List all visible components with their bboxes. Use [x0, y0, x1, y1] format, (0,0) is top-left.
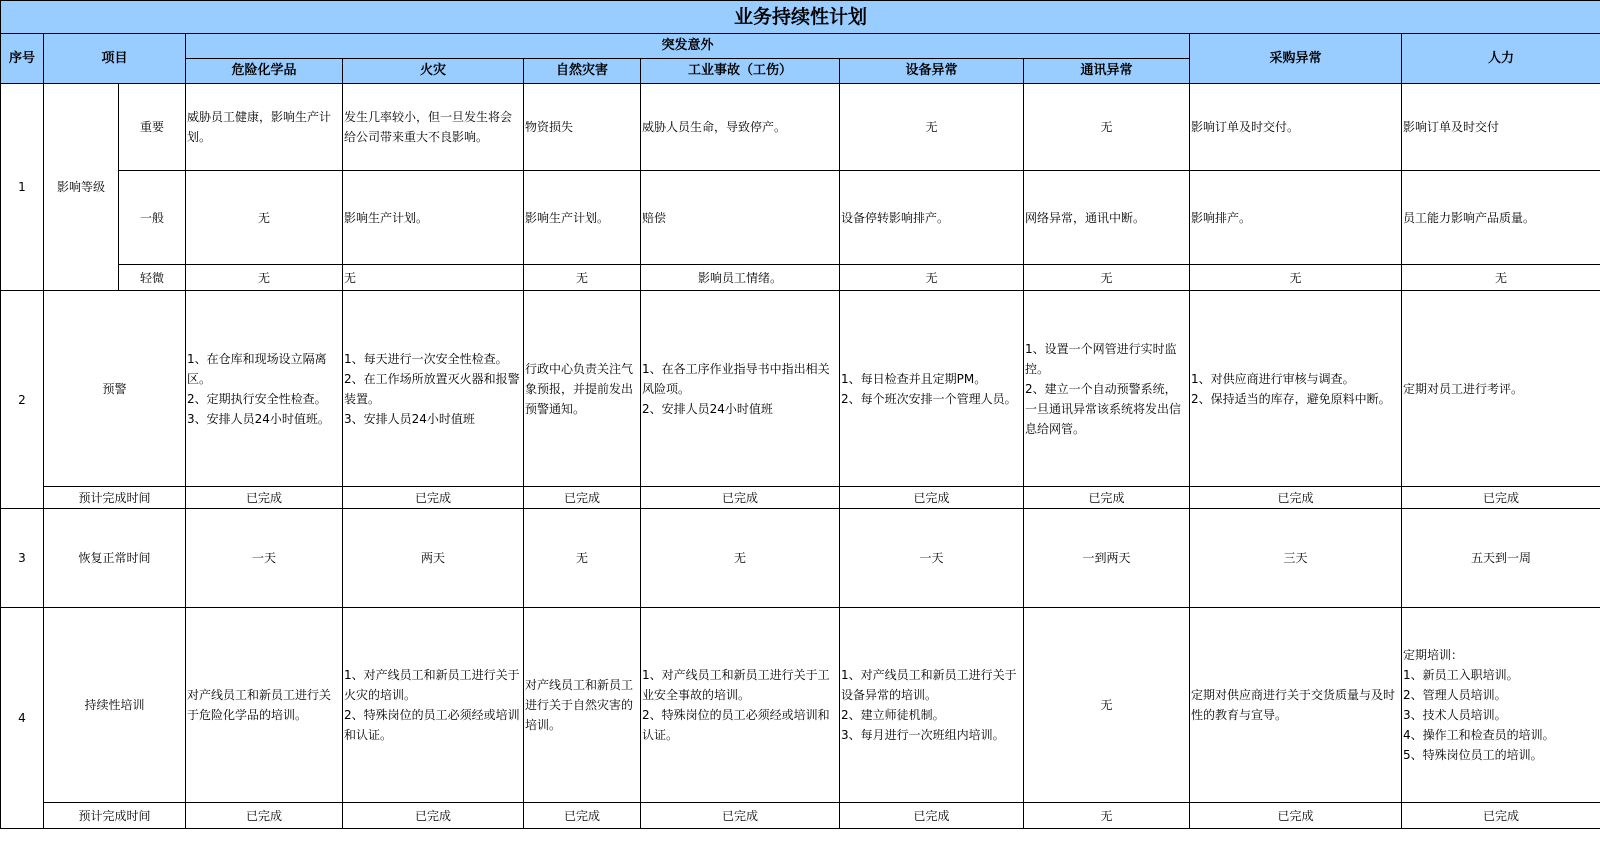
- cell: 影响员工情绪。: [641, 265, 840, 291]
- eta-cell: 已完成: [1024, 487, 1190, 509]
- cell: 影响排产。: [1190, 171, 1402, 265]
- section-1-no: 1: [1, 84, 44, 291]
- cell: 定期培训： 1、新员工入职培训。 2、管理人员培训。 3、技术人员培训。 4、操作工和检查员的培训。 5、特殊岗位员工的培训。: [1402, 608, 1600, 803]
- eta-cell: 已完成: [186, 803, 343, 829]
- cell: 1、在仓库和现场设立隔离区。 2、定期执行安全性检查。 3、安排人员24小时值班。: [186, 291, 343, 487]
- cell: 无: [1024, 265, 1190, 291]
- header-communication: 通讯异常: [1024, 59, 1190, 84]
- header-seq: 序号: [1, 34, 44, 84]
- section-1-label: 影响等级: [44, 84, 119, 291]
- cell: 影响生产计划。: [524, 171, 641, 265]
- cell: 设备停转影响排产。: [840, 171, 1024, 265]
- cell: 影响生产计划。: [343, 171, 524, 265]
- cell: 无: [840, 265, 1024, 291]
- cell: 1、每天进行一次安全性检查。 2、在工作场所放置灭火器和报警装置。 3、安排人员24小时值班: [343, 291, 524, 487]
- header-chemicals: 危险化学品: [186, 59, 343, 84]
- header-equipment: 设备异常: [840, 59, 1024, 84]
- eta-cell: 已完成: [641, 487, 840, 509]
- eta-cell: 已完成: [343, 487, 524, 509]
- cell: 一到两天: [1024, 509, 1190, 608]
- cell: 1、对供应商进行审核与调查。 2、保持适当的库存，避免原料中断。: [1190, 291, 1402, 487]
- sheet-title: 业务持续性计划: [1, 1, 1600, 34]
- cell: 行政中心负责关注气象预报，并提前发出预警通知。: [524, 291, 641, 487]
- section-4-eta-label: 预计完成时间: [44, 803, 186, 829]
- cell: 三天: [1190, 509, 1402, 608]
- cell: 1、设置一个网管进行实时监控。 2、建立一个自动预警系统，一旦通讯异常该系统将发出信息给网管。: [1024, 291, 1190, 487]
- cell: 网络异常，通讯中断。: [1024, 171, 1190, 265]
- header-fire: 火灾: [343, 59, 524, 84]
- header-procurement: 采购异常: [1190, 34, 1402, 84]
- cell: 定期对员工进行考评。: [1402, 291, 1600, 487]
- eta-cell: 已完成: [524, 803, 641, 829]
- header-emergency: 突发意外: [186, 34, 1190, 59]
- cell: 无: [840, 84, 1024, 171]
- section-2-eta-label: 预计完成时间: [44, 487, 186, 509]
- section-3-label: 恢复正常时间: [44, 509, 186, 608]
- cell: 无: [641, 509, 840, 608]
- cell: 1、在各工序作业指导书中指出相关风险项。 2、安排人员24小时值班: [641, 291, 840, 487]
- eta-cell: 已完成: [840, 803, 1024, 829]
- level-minor-label: 轻微: [119, 265, 186, 291]
- eta-cell: 已完成: [641, 803, 840, 829]
- cell: 影响订单及时交付: [1402, 84, 1600, 171]
- cell: 无: [1190, 265, 1402, 291]
- section-4-label: 持续性培训: [44, 608, 186, 803]
- cell: 无: [186, 171, 343, 265]
- cell: 1、对产线员工和新员工进行关于火灾的培训。 2、特殊岗位的员工必须经或培训和认证。: [343, 608, 524, 803]
- cell: 两天: [343, 509, 524, 608]
- header-industrial-accident: 工业事故（工伤）: [641, 59, 840, 84]
- cell: 1、对产线员工和新员工进行关于工业安全事故的培训。 2、特殊岗位的员工必须经或培训和认证。: [641, 608, 840, 803]
- cell: 无: [343, 265, 524, 291]
- cell: 对产线员工和新员工进行关于危险化学品的培训。: [186, 608, 343, 803]
- cell: 对产线员工和新员工进行关于自然灾害的培训。: [524, 608, 641, 803]
- eta-cell: 已完成: [1402, 487, 1600, 509]
- eta-cell: 已完成: [1190, 803, 1402, 829]
- cell: 影响订单及时交付。: [1190, 84, 1402, 171]
- eta-cell: 已完成: [343, 803, 524, 829]
- cell: 物资损失: [524, 84, 641, 171]
- cell: 定期对供应商进行关于交货质量与及时性的教育与宣导。: [1190, 608, 1402, 803]
- header-hr: 人力: [1402, 34, 1600, 84]
- cell: 无: [1024, 84, 1190, 171]
- level-general-label: 一般: [119, 171, 186, 265]
- cell: 无: [1024, 608, 1190, 803]
- cell: 无: [524, 509, 641, 608]
- cell: 1、每日检查并且定期PM。 2、每个班次安排一个管理人员。: [840, 291, 1024, 487]
- header-natural-disaster: 自然灾害: [524, 59, 641, 84]
- cell: 发生几率较小，但一旦发生将会给公司带来重大不良影响。: [343, 84, 524, 171]
- eta-cell: 已完成: [186, 487, 343, 509]
- cell: 1、对产线员工和新员工进行关于设备异常的培训。 2、建立师徒机制。 3、每月进行一次班组内培训。: [840, 608, 1024, 803]
- cell: 一天: [186, 509, 343, 608]
- cell: 员工能力影响产品质量。: [1402, 171, 1600, 265]
- section-4-no: 4: [1, 608, 44, 829]
- section-2-no: 2: [1, 291, 44, 509]
- eta-cell: 已完成: [1190, 487, 1402, 509]
- level-major-label: 重要: [119, 84, 186, 171]
- header-item: 项目: [44, 34, 186, 84]
- cell: 威胁员工健康，影响生产计划。: [186, 84, 343, 171]
- section-2-label: 预警: [44, 291, 186, 487]
- cell: 无: [524, 265, 641, 291]
- cell: 无: [186, 265, 343, 291]
- eta-cell: 已完成: [1402, 803, 1600, 829]
- cell: 五天到一周: [1402, 509, 1600, 608]
- eta-cell: 已完成: [840, 487, 1024, 509]
- eta-cell: 无: [1024, 803, 1190, 829]
- eta-cell: 已完成: [524, 487, 641, 509]
- cell: 威胁人员生命，导致停产。: [641, 84, 840, 171]
- cell: 一天: [840, 509, 1024, 608]
- section-3-no: 3: [1, 509, 44, 608]
- cell: 无: [1402, 265, 1600, 291]
- cell: 赔偿: [641, 171, 840, 265]
